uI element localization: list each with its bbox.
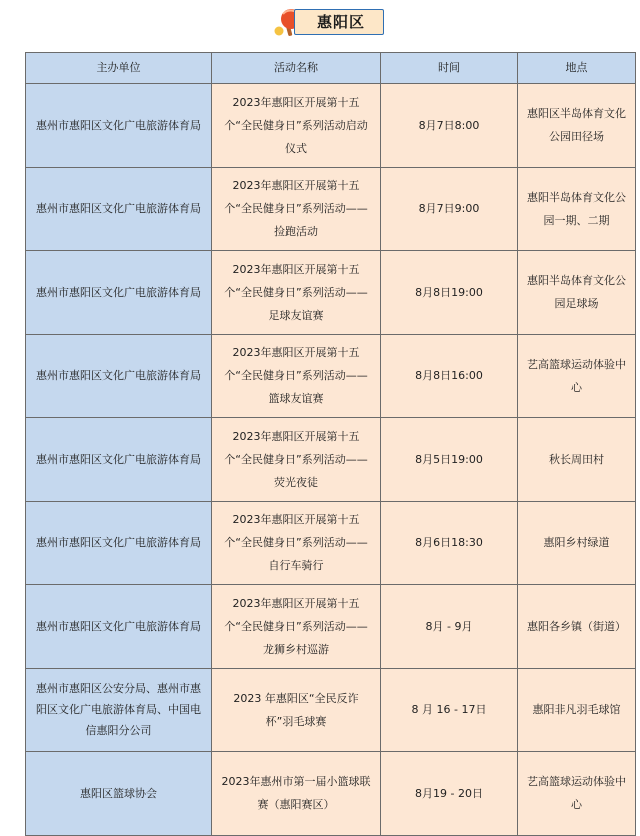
cell-organizer: 惠州市惠阳区文化广电旅游体育局 [26,334,212,418]
cell-time: 8月6日18:30 [381,501,518,585]
cell-time: 8月19 - 20日 [381,752,518,836]
table-row [26,668,636,752]
table-row [26,251,636,335]
cell-time: 8月7日8:00 [381,84,518,168]
table-row [26,334,636,418]
cell-event-name: 2023年惠阳区开展第十五个“全民健身日”系列活动——捡跑活动 [212,167,381,251]
cell-organizer: 惠州市惠阳区文化广电旅游体育局 [26,501,212,585]
cell-location: 惠阳乡村绿道 [518,501,636,585]
event-schedule-table [25,52,636,836]
column-header-time: 时间 [381,53,518,84]
cell-location: 惠阳非凡羽毛球馆 [518,668,636,752]
section-title: 惠阳区 [316,13,365,31]
cell-event-name: 2023年惠阳区开展第十五个“全民健身日”系列活动——自行车骑行 [212,501,381,585]
cell-event-name: 2023年惠阳区开展第十五个“全民健身日”系列活动——足球友谊赛 [212,251,381,335]
table-row [26,501,636,585]
cell-event-name: 2023年惠阳区开展第十五个“全民健身日”系列活动——龙狮乡村巡游 [212,585,381,669]
table-header-row [26,53,636,84]
cell-event-name: 2023年惠阳区开展第十五个“全民健身日”系列活动——篮球友谊赛 [212,334,381,418]
column-header-event-name: 活动名称 [212,53,381,84]
cell-location: 惠阳区半岛体育文化公园田径场 [518,84,636,168]
cell-location: 艺高篮球运动体验中心 [518,334,636,418]
cell-organizer: 惠阳区篮球协会 [26,752,212,836]
cell-organizer: 惠州市惠阳区文化广电旅游体育局 [26,84,212,168]
cell-time: 8月 - 9月 [381,585,518,669]
cell-location: 艺高篮球运动体验中心 [518,752,636,836]
cell-location: 惠阳各乡镇（街道） [518,585,636,669]
table-row [26,84,636,168]
cell-organizer: 惠州市惠阳区文化广电旅游体育局 [26,585,212,669]
cell-location: 惠阳半岛体育文化公园一期、二期 [518,167,636,251]
cell-organizer: 惠州市惠阳区文化广电旅游体育局 [26,251,212,335]
cell-event-name: 2023年惠州市第一届小篮球联赛（惠阳赛区） [212,752,381,836]
cell-location: 惠阳半岛体育文化公园足球场 [518,251,636,335]
table-row [26,752,636,836]
section-header [272,6,388,40]
cell-time: 8月8日16:00 [381,334,518,418]
cell-organizer: 惠州市惠阳区文化广电旅游体育局 [26,167,212,251]
cell-organizer: 惠州市惠阳区公安分局、惠州市惠阳区文化广电旅游体育局、中国电信惠阳分公司 [26,668,212,752]
column-header-location: 地点 [518,53,636,84]
cell-location: 秋长周田村 [518,418,636,502]
cell-time: 8月5日19:00 [381,418,518,502]
cell-time: 8 月 16 - 17日 [381,668,518,752]
table-row [26,418,636,502]
cell-event-name: 2023年惠阳区开展第十五个“全民健身日”系列活动启动仪式 [212,84,381,168]
column-header-organizer: 主办单位 [26,53,212,84]
table-row [26,167,636,251]
cell-organizer: 惠州市惠阳区文化广电旅游体育局 [26,418,212,502]
cell-time: 8月8日19:00 [381,251,518,335]
cell-event-name: 2023年惠阳区开展第十五个“全民健身日”系列活动——荧光夜徒 [212,418,381,502]
cell-time: 8月7日9:00 [381,167,518,251]
cell-event-name: 2023 年惠阳区“全民反诈杯”羽毛球赛 [212,668,381,752]
table-row [26,585,636,669]
